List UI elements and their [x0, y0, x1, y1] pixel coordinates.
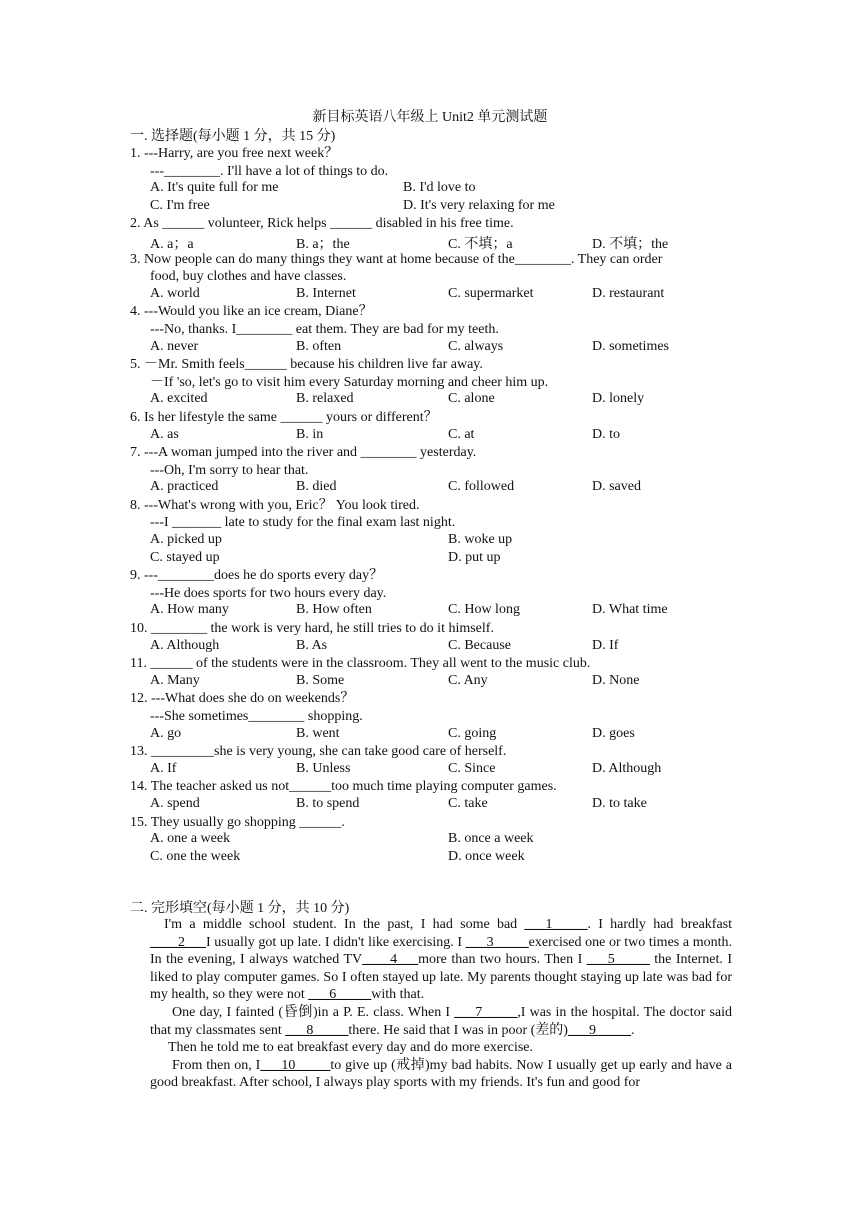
options-row: [130, 761, 740, 779]
question-item: [130, 303, 740, 356]
question-stem: 9. ---________does he do sports every day？: [130, 568, 384, 584]
question-stem: 3. Now people can do many things they want at home because of the________. They can order: [130, 251, 663, 267]
cloze-blank: ___8_____: [285, 1022, 349, 1038]
answer-option: C. Since: [448, 760, 496, 776]
answer-option: B. died: [296, 479, 337, 495]
answer-option: B. to spend: [296, 795, 360, 811]
answer-option: A. Although: [150, 637, 220, 653]
question-line: ---He does sports for two hours every day.: [150, 585, 387, 601]
cloze-passage: [150, 916, 732, 1092]
answer-option: C. alone: [448, 391, 495, 407]
question-line: ---I _______ late to study for the final exam last night.: [150, 515, 456, 531]
answer-option: B. once a week: [448, 831, 534, 847]
answer-option: A. picked up: [150, 532, 222, 548]
question-stem: 10. ________ the work is very hard, he still tries to do it himself.: [130, 621, 494, 637]
question-stem: 1. ---Harry, are you free next week？: [130, 146, 339, 161]
cloze-text: Then he told me to eat breakfast every day and do more exercise.: [168, 1040, 534, 1056]
answer-option: D. Although: [592, 760, 662, 776]
cloze-paragraph: [150, 1039, 732, 1057]
answer-option: D. None: [592, 672, 640, 688]
answer-option: B. How often: [296, 602, 372, 618]
cloze-blank: ___7_____: [454, 1004, 518, 1020]
question-item: [130, 251, 740, 304]
cloze-text: I usually got up late. I didn't like exercising. I: [206, 934, 466, 950]
question-item: [130, 690, 740, 743]
question-line: －If 'so, let's go to visit him every Saturday morning and cheer him up.: [150, 374, 549, 390]
cloze-blank: ___9_____: [567, 1022, 631, 1038]
cloze-text: more than two hours. Then I: [418, 952, 587, 968]
cloze-text: One day, I fainted (昏倒)in a P. E. class. When I: [172, 1004, 455, 1020]
question-item: [130, 145, 740, 215]
answer-option: A. It's quite full for me: [150, 180, 279, 196]
options-row: [130, 427, 740, 445]
answer-option: B. went: [296, 725, 340, 741]
cloze-paragraph: [150, 1057, 732, 1092]
answer-option: D. What time: [592, 602, 668, 618]
options-row: [130, 550, 740, 568]
answer-option: D. restaurant: [592, 285, 665, 301]
question-line: ---________. I'll have a lot of things to do.: [150, 163, 389, 179]
answer-option: B. Some: [296, 672, 345, 688]
question-stem: 14. The teacher asked us not______too much time playing computer games.: [130, 779, 557, 795]
options-row: [130, 849, 740, 867]
answer-option: B. a；the: [296, 236, 350, 252]
answer-option: A. never: [150, 338, 199, 354]
answer-option: B. Unless: [296, 760, 351, 776]
answer-option: C. at: [448, 426, 475, 442]
answer-option: C. 不填；a: [448, 236, 513, 252]
answer-option: A. one a week: [150, 831, 231, 847]
answer-option: C. Any: [448, 672, 488, 688]
document-title: 新目标英语八年级上 Unit2 单元测试题: [312, 110, 548, 125]
cloze-blank: ____2___: [150, 934, 206, 950]
cloze-blank: ___10_____: [260, 1057, 331, 1073]
multiple-choice-questions: [130, 145, 740, 866]
options-row: [130, 198, 740, 216]
question-item: [130, 444, 740, 497]
options-row: [130, 391, 740, 409]
options-row: [130, 638, 740, 656]
cloze-text: From then on, I: [172, 1057, 261, 1073]
answer-option: B. often: [296, 338, 342, 354]
answer-option: C. followed: [448, 479, 515, 495]
question-item: [130, 409, 740, 444]
answer-option: A. Many: [150, 672, 200, 688]
cloze-paragraph: [150, 1004, 732, 1039]
answer-option: C. How long: [448, 602, 520, 618]
cloze-blank: ___1_____: [524, 917, 588, 932]
question-item: [130, 497, 740, 567]
answer-option: C. going: [448, 725, 497, 741]
question-item: [130, 814, 740, 867]
question-stem: 15. They usually go shopping ______.: [130, 814, 345, 830]
cloze-blank: ___3_____: [465, 934, 529, 950]
answer-option: D. lonely: [592, 391, 645, 407]
section-1-heading: 一. 选择题(每小题 1 分，共 15 分): [130, 129, 336, 144]
cloze-text: exercised one or two times a month. In the evening, I always watched TV: [150, 934, 732, 968]
question-stem: 4. ---Would you like an ice cream, Diane？: [130, 304, 373, 320]
options-row: [130, 233, 740, 251]
answer-option: D. to take: [592, 795, 647, 811]
section-2-heading: 二. 完形填空(每小题 1 分，共 10 分): [130, 901, 350, 916]
answer-option: D. saved: [592, 479, 641, 495]
options-row: [130, 673, 740, 691]
cloze-text: the Internet. I liked to play computer games. So I often stayed up late. My parents thought staying up late was bad for my health, so they were not: [150, 952, 733, 1003]
options-row: [130, 479, 740, 497]
options-row: [130, 532, 740, 550]
answer-option: A. practiced: [150, 479, 219, 495]
options-row: [130, 796, 740, 814]
options-row: [130, 602, 740, 620]
question-stem: 12. ---What does she do on weekends？: [130, 691, 355, 707]
answer-option: D. put up: [448, 549, 501, 565]
cloze-text: ,I was in the hospital. The doctor said that my classmates sent: [150, 1004, 732, 1038]
cloze-text: .: [630, 1022, 635, 1038]
answer-option: A. If: [150, 760, 177, 776]
question-item: [130, 620, 740, 655]
answer-option: B. I'd love to: [403, 180, 476, 196]
answer-option: B. Internet: [296, 285, 356, 301]
cloze-blank: ___5_____: [586, 952, 650, 968]
question-stem: 5. －Mr. Smith feels______ because his children live far away.: [130, 357, 483, 373]
answer-option: A. world: [150, 285, 200, 301]
cloze-blank: ___6_____: [308, 987, 372, 1003]
question-item: [130, 655, 740, 690]
answer-option: D. once week: [448, 848, 525, 864]
options-row: [130, 180, 740, 198]
question-item: [130, 567, 740, 620]
question-stem: 6. Is her lifestyle the same ______ yours or different？: [130, 409, 438, 425]
question-item: [130, 356, 740, 409]
answer-option: C. stayed up: [150, 549, 220, 565]
cloze-blank: ____4___: [362, 952, 419, 968]
answer-option: D. It's very relaxing for me: [403, 197, 555, 213]
question-stem: 11. ______ of the students were in the classroom. They all went to the music club.: [130, 656, 591, 672]
question-line: ---Oh, I'm sorry to hear that.: [150, 462, 309, 478]
answer-option: D. If: [592, 637, 619, 653]
answer-option: D. goes: [592, 725, 635, 741]
question-stem: 13. _________she is very young, she can take good care of herself.: [130, 744, 507, 760]
answer-option: C. always: [448, 338, 504, 354]
answer-option: A. spend: [150, 795, 200, 811]
answer-option: A. a；a: [150, 236, 194, 252]
answer-option: D. to: [592, 426, 620, 442]
answer-option: A. as: [150, 426, 179, 442]
answer-option: C. I'm free: [150, 197, 210, 213]
cloze-text: . I hardly had breakfast: [587, 917, 733, 932]
options-row: [130, 831, 740, 849]
cloze-text: with that.: [371, 987, 425, 1003]
options-row: [130, 726, 740, 744]
options-row: [130, 339, 740, 357]
cloze-text: to give up (戒掉)my bad habits. Now I usually get up early and have a good breakfast. After school, I always play sports with my friends. It's fun and good for: [150, 1057, 732, 1091]
cloze-paragraph: [150, 916, 732, 1004]
question-stem: 2. As ______ volunteer, Rick helps ______ disabled in his free time.: [130, 216, 514, 232]
cloze-text: I'm a middle school student. In the past, I had some bad: [164, 917, 525, 932]
answer-option: A. go: [150, 725, 182, 741]
answer-option: A. excited: [150, 391, 208, 407]
question-item: [130, 778, 740, 813]
answer-option: D. 不填；the: [592, 236, 669, 252]
question-item: [130, 215, 740, 250]
answer-option: B. woke up: [448, 532, 513, 548]
options-row: [130, 286, 740, 304]
cloze-text: there. He said that I was in poor (差的): [348, 1022, 568, 1038]
question-item: [130, 743, 740, 778]
answer-option: B. relaxed: [296, 391, 354, 407]
question-line: ---No, thanks. I________ eat them. They are bad for my teeth.: [150, 321, 499, 337]
question-line: ---She sometimes________ shopping.: [150, 709, 363, 724]
answer-option: B. As: [296, 637, 328, 653]
question-line: food, buy clothes and have classes.: [150, 269, 347, 285]
answer-option: C. Because: [448, 637, 511, 653]
answer-option: C. take: [448, 795, 488, 811]
question-stem: 7. ---A woman jumped into the river and ________ yesterday.: [130, 445, 477, 461]
question-stem: 8. ---What's wrong with you, Eric？ You look tired.: [130, 497, 420, 513]
answer-option: B. in: [296, 426, 324, 442]
answer-option: D. sometimes: [592, 338, 669, 354]
answer-option: C. one the week: [150, 848, 241, 864]
answer-option: A. How many: [150, 602, 229, 618]
answer-option: C. supermarket: [448, 285, 534, 301]
